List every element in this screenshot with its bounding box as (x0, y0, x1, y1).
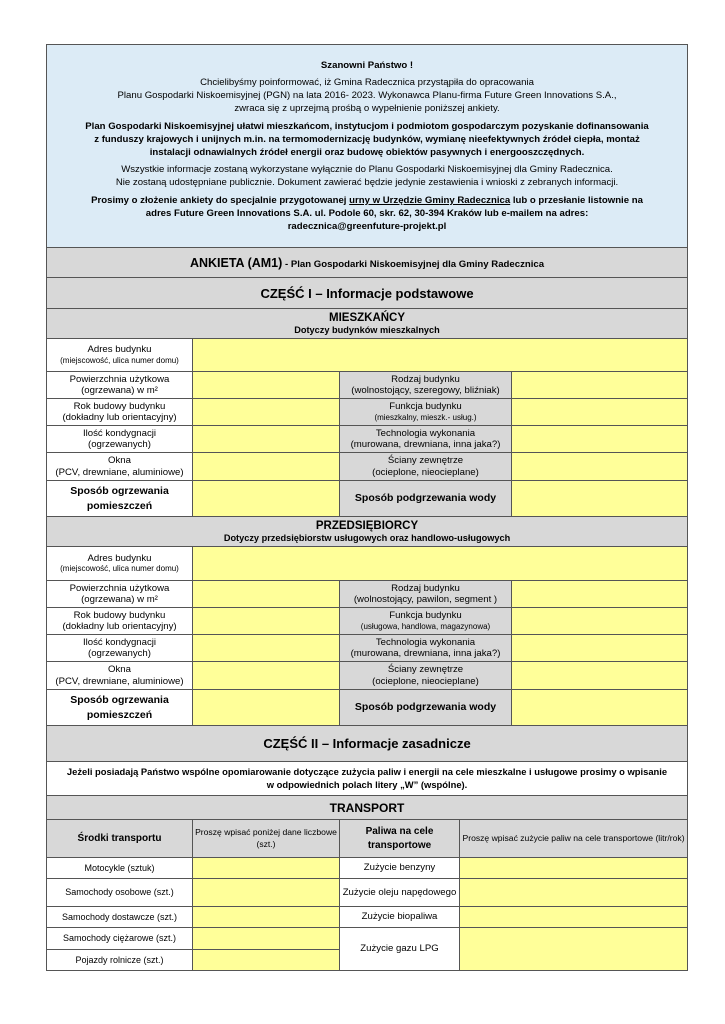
business-windows-input[interactable] (193, 662, 340, 690)
transport-col-consumption: Proszę wpisać zużycie paliw na cele transportowe (litr/rok) (460, 820, 688, 858)
business-walls-label: Ściany zewnętrze (ocieplone, nieocieplane) (340, 662, 512, 690)
business-year-input[interactable] (193, 608, 340, 635)
business-building-type-label: Rodzaj budynku (wolnostojący, pawilon, segment ) (340, 581, 512, 608)
fuel-label-biofuel: Zużycie biopaliwa (340, 907, 460, 928)
business-building-type-input[interactable] (512, 581, 688, 608)
intro-paragraph-2: Plan Gospodarki Niskoemisyjnej ułatwi mieszkańcom, instytucjom i podmiotom gospodarczym pozyskanie dofinansowania z funduszy krajowych i unijnych m.in. na termomodernizację budynków, wymianę nieefektywnych źródeł ciepła, montaż instalacji odnawialnych źródeł energii oraz budowę obiektów pasywnych i energooszczędnych. (85, 120, 649, 158)
greeting: Szanowni Państwo ! (320, 59, 414, 71)
fuel-label-diesel: Zużycie oleju napędowego (340, 879, 460, 907)
residents-year-label: Rok budowy budynku (dokładny lub orientacyjny) (47, 399, 193, 426)
fuel-input-diesel[interactable] (460, 879, 688, 907)
shared-metering-note: Jeżeli posiadają Państwo wspólne opomiarowanie dotyczące zużycia paliw i energii na cele mieszkalne i usługowe prosimy o wpisanie w odpowiednich polach litery „W” (wspólne). (47, 762, 688, 796)
fuel-input-petrol[interactable] (460, 858, 688, 879)
part-2-header: CZĘŚĆ II – Informacje zasadnicze (47, 726, 688, 762)
vehicle-count-motorcycles[interactable] (193, 858, 340, 879)
residents-area-input[interactable] (193, 372, 340, 399)
business-water-input[interactable] (512, 690, 688, 726)
residents-building-type-label: Rodzaj budynku (wolnostojący, szeregowy, bliźniak) (340, 372, 512, 399)
business-address-label: Adres budynku (miejscowość, ulica numer domu) (47, 547, 193, 581)
vehicle-count-vans[interactable] (193, 907, 340, 928)
intro-paragraph-4: Prosimy o złożenie ankiety do specjalnie przygotowanej urny w Urzędzie Gminy Radecznica lub o przesłanie listownie na adres Future Green Innovations S.A. ul. Podole 60, skr. 62, 30-394 Kraków lub e-mailem na adres: radecznica@greenfuture-projekt.pl (91, 194, 643, 233)
business-function-label: Funkcja budynku (usługowa, handlowa, magazynowa) (340, 608, 512, 635)
business-address-input[interactable] (193, 547, 688, 581)
residents-walls-input[interactable] (512, 453, 688, 481)
vehicle-label-trucks: Samochody ciężarowe (szt.) (47, 928, 193, 950)
residents-function-label: Funkcja budynku (mieszkalny, mieszk.- usług.) (340, 399, 512, 426)
business-heating-label: Sposób ogrzewania pomieszczeń (47, 690, 193, 726)
business-heating-input[interactable] (193, 690, 340, 726)
transport-col-fuels: Paliwa na cele transportowe (340, 820, 460, 858)
residents-address-input[interactable] (193, 339, 688, 372)
business-function-input[interactable] (512, 608, 688, 635)
residents-windows-input[interactable] (193, 453, 340, 481)
vehicle-count-tractors[interactable] (193, 950, 340, 971)
residents-technology-input[interactable] (512, 426, 688, 453)
business-water-label: Sposób podgrzewania wody (340, 690, 512, 726)
vehicle-label-vans: Samochody dostawcze (szt.) (47, 907, 193, 928)
residents-area-label: Powierzchnia użytkowa (ogrzewana) w m² (47, 372, 193, 399)
survey-form (46, 44, 688, 971)
vehicle-count-cars[interactable] (193, 879, 340, 907)
survey-title: ANKIETA (AM1) - Plan Gospodarki Niskoemisyjnej dla Gminy Radecznica (47, 248, 688, 278)
business-floors-label: Ilość kondygnacji (ogrzewanych) (47, 635, 193, 662)
vehicle-count-trucks[interactable] (193, 928, 340, 950)
vehicle-label-tractors: Pojazdy rolnicze (szt.) (47, 950, 193, 971)
residents-walls-label: Ściany zewnętrze (ocieplone, nieocieplane) (340, 453, 512, 481)
business-windows-label: Okna (PCV, drewniane, aluminiowe) (47, 662, 193, 690)
intro-paragraph-1: Chcielibyśmy poinformować, iż Gmina Radecznica przystąpiła do opracowania Planu Gospodarki Niskoemisyjnej (PGN) na lata 2016- 2023. Wykonawca Planu-firma Future Green Innovations S.A., zwraca się z uprzejmą prośbą o wypełnienie poniższej ankiety. (117, 76, 617, 115)
residents-function-input[interactable] (512, 399, 688, 426)
intro-paragraph-3: Wszystkie informacje zostaną wykorzystane wyłącznie do Planu Gospodarki Niskoemisyjnej dla Gminy Radecznica. Nie zostaną udostępniane publicznie. Dokument zawierać będzie jedynie zestawienia i wnioski z zebranych informacji. (115, 164, 619, 189)
ballot-box-location: urny w Urzędzie Gminy Radecznica (349, 194, 511, 206)
business-header: PRZEDSIĘBIORCY Dotyczy przedsiębiorstw usługowych oraz handlowo-usługowych (47, 517, 688, 547)
vehicle-label-cars: Samochody osobowe (szt.) (47, 879, 193, 907)
fuel-label-petrol: Zużycie benzyny (340, 858, 460, 879)
business-area-input[interactable] (193, 581, 340, 608)
residents-windows-label: Okna (PCV, drewniane, aluminiowe) (47, 453, 193, 481)
fuel-input-biofuel[interactable] (460, 907, 688, 928)
fuel-label-lpg: Zużycie gazu LPG (340, 928, 460, 971)
residents-water-label: Sposób podgrzewania wody (340, 481, 512, 517)
residents-heating-label: Sposób ogrzewania pomieszczeń (47, 481, 193, 517)
part-1-header: CZĘŚĆ I – Informacje podstawowe (47, 278, 688, 309)
contact-email: radecznica@greenfuture-projekt.pl (287, 221, 447, 233)
business-floors-input[interactable] (193, 635, 340, 662)
intro-box (47, 45, 688, 248)
business-year-label: Rok budowy budynku (dokładny lub orientacyjny) (47, 608, 193, 635)
transport-header: TRANSPORT (47, 796, 688, 820)
fuel-input-lpg[interactable] (460, 928, 688, 971)
business-technology-label: Technologia wykonania (murowana, drewniana, inna jaka?) (340, 635, 512, 662)
residents-building-type-input[interactable] (512, 372, 688, 399)
vehicle-label-motorcycles: Motocykle (sztuk) (47, 858, 193, 879)
transport-col-count: Proszę wpisać poniżej dane liczbowe (szt.) (193, 820, 340, 858)
residents-year-input[interactable] (193, 399, 340, 426)
business-technology-input[interactable] (512, 635, 688, 662)
residents-floors-input[interactable] (193, 426, 340, 453)
residents-address-label: Adres budynku (miejscowość, ulica numer domu) (47, 339, 193, 372)
business-walls-input[interactable] (512, 662, 688, 690)
residents-technology-label: Technologia wykonania (murowana, drewniana, inna jaka?) (340, 426, 512, 453)
residents-heating-input[interactable] (193, 481, 340, 517)
transport-col-vehicles: Środki transportu (47, 820, 193, 858)
residents-floors-label: Ilość kondygnacji (ogrzewanych) (47, 426, 193, 453)
business-area-label: Powierzchnia użytkowa (ogrzewana) w m² (47, 581, 193, 608)
residents-header: MIESZKAŃCY Dotyczy budynków mieszkalnych (47, 309, 688, 339)
residents-water-input[interactable] (512, 481, 688, 517)
